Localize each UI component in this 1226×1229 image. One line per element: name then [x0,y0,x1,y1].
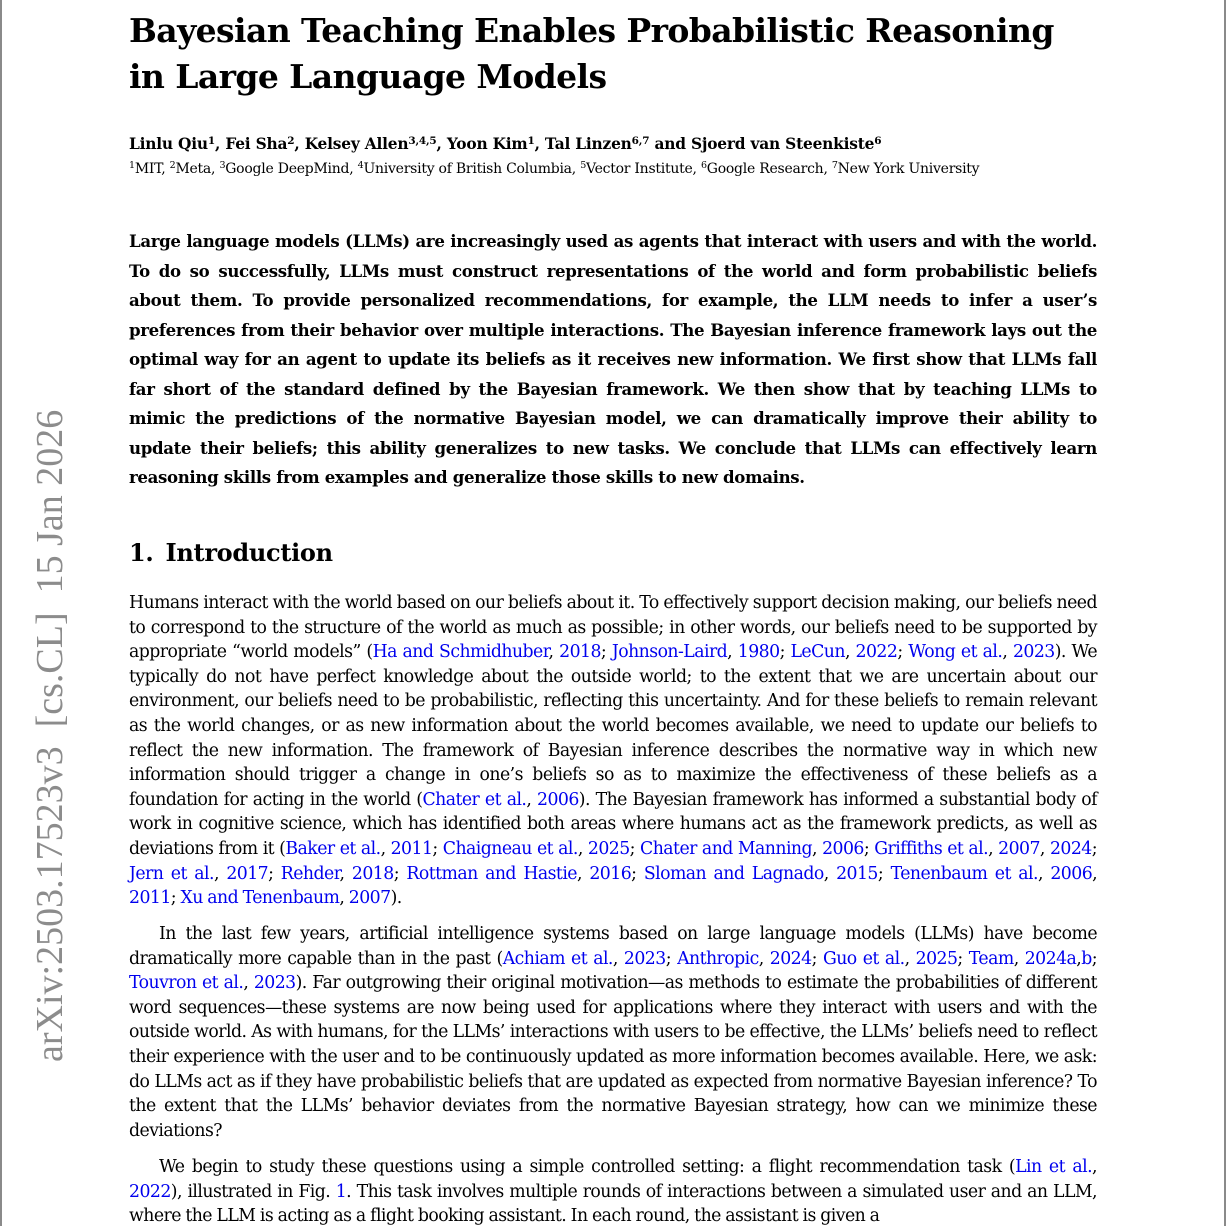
affiliation-number: 5 [580,160,586,172]
affiliation-name: MIT [134,161,162,177]
author-name: Yoon Kim [446,135,528,153]
paragraph-text: ; [600,642,612,663]
intro-paragraph-2 [129,922,1097,1143]
paragraph-text: ; [811,948,823,969]
author-separator: and [649,135,691,153]
citation-link[interactable]: 2024a [1024,948,1077,969]
citation-link[interactable]: Johnson-Laird [611,642,728,663]
paragraph-text: , [1037,863,1051,884]
paragraph-text: , [339,888,349,909]
affiliation-name: Vector Institute [586,161,693,177]
citation-link[interactable]: 2016 [589,863,632,884]
citation-link[interactable]: Rehder [280,863,340,884]
paragraph-text: ), illustrated in Fig. [170,1181,336,1202]
paragraph-text: , [844,642,856,663]
author-separator: , [215,135,226,153]
page-border-left [0,0,2,1226]
author-affiliation-mark: 6 [874,134,882,147]
paragraph-text: , [988,838,999,859]
paragraph-text: ). [390,888,402,909]
paragraph-text: , [823,863,837,884]
paragraph-text: ; [863,838,875,859]
citation-link[interactable]: Sloman and Lagnado [643,863,824,884]
section-title: Introduction [165,538,333,567]
citation-link[interactable]: 2022 [855,642,898,663]
arxiv-identifier-stamp: arXiv:2503.17523v3 [cs.CL] 15 Jan 2026 [29,409,71,1062]
paragraph-text: We begin to study these questions using a simple controlled setting: a flight recommendation task ( [159,1157,1016,1177]
citation-link[interactable]: 2023 [1012,642,1055,663]
citation-link[interactable]: Lin et al. [1015,1157,1093,1177]
author-separator: , [534,135,545,153]
citation-link[interactable]: LeCun [790,642,845,663]
citation-link[interactable]: 2023 [623,948,666,969]
citation-link[interactable]: Chaigneau et al. [442,838,578,859]
section-number: 1. [129,538,154,567]
author-affiliation-mark: 1 [207,134,215,147]
paragraph-text: ; [631,863,644,884]
citation-link[interactable]: Ha and Schmidhuber [372,642,549,663]
paragraph-text: ; [170,888,181,909]
citation-link[interactable]: Griffiths et al. [874,838,989,859]
affiliation-list [129,158,1097,180]
paragraph-text: , [727,642,738,663]
affiliation-separator: , [571,161,581,177]
affiliation-number: 1 [129,160,135,172]
author-affiliation-mark: 6,7 [631,134,650,147]
author-name: Fei Sha [225,135,288,153]
citation-link[interactable]: 2006 [822,838,864,859]
affiliation-name: Google DeepMind [225,161,350,177]
citation-link[interactable]: Guo et al. [822,948,905,969]
citation-link[interactable]: 2025 [915,948,958,969]
citation-link[interactable]: Wong et al. [908,642,1003,663]
paragraph-text: ; [665,948,678,969]
paragraph-text: , [380,838,391,859]
paragraph-text: Humans interact with the world based on our beliefs about it. To effectively support decision making, our beliefs need to correspond to the structure of the world as much as possible; in other words, our beliefs need to be supported by appropriate “world models” ( [129,593,1097,663]
citation-link[interactable]: 2007 [998,838,1040,859]
author-list [129,133,1097,155]
author-affiliation-mark: 2 [287,134,295,147]
citation-link[interactable]: 1 [335,1181,347,1202]
citation-link[interactable]: Chater and Manning [640,838,813,859]
author-name: Sjoerd van Steenkiste [690,135,875,153]
affiliation-name: University of British Columbia [363,161,572,177]
paragraph-text: , [1002,642,1013,663]
affiliation-name: New York University [837,161,980,177]
author-separator: , [436,135,447,153]
intro-paragraph-3 [129,1155,1097,1229]
affiliation-number: 3 [219,160,226,172]
citation-link[interactable]: Tenenbaum et al. [890,863,1038,884]
abstract: Large language models (LLMs) are increasingly used as agents that interact with users and with the world. To do so successfully, LLMs must construct representations of the world and form probabilistic beliefs about them. To provide personalized recommendations, for example, the LLM needs to infer a user’s preferences from their behavior over multiple interactions. The Bayesian inference framework lays out the optimal way for an agent to update its beliefs as it receives new information. We first show that LLMs fall far short of the standard defined by the Bayesian framework. We then show that by teaching LLMs to mimic the predictions of the normative Bayesian model, we can dramatically improve their ability to update their beliefs; this ability generalizes to new tasks. We conclude that LLMs can effectively learn reasoning skills from examples and generalize those skills to new domains. [129,231,1097,487]
affiliation-number: 6 [700,160,707,172]
author-affiliation-mark: 3,4,5 [408,134,437,147]
paragraph-text: , [243,973,254,994]
paragraph-text: ; [779,642,791,663]
paragraph-text: , [548,642,560,663]
citation-link[interactable]: Team [968,948,1014,969]
paragraph-text: , [1039,838,1050,859]
citation-link[interactable]: Xu and Tenenbaum [180,888,340,909]
paragraph-text: . This task involves multiple rounds of interactions between a simulated user and an LLM, where the LLM is acting as a flight booking assistant. In each round, the assistant is given a [129,1181,1097,1227]
citation-link[interactable]: Anthropic [677,948,759,969]
paragraph-text: ; [877,863,891,884]
affiliation-separator: , [161,161,170,177]
paragraph-text: , [1092,1157,1097,1177]
citation-link[interactable]: Touvron et al. [129,973,244,994]
paragraph-text: , [577,838,588,859]
citation-link[interactable]: 2006 [1050,863,1093,884]
paragraph-text: ; [629,838,641,859]
citation-link[interactable]: 2011 [390,838,433,859]
citation-link[interactable]: 2017 [226,863,269,884]
citation-link[interactable]: 2024 [1049,838,1092,859]
citation-link[interactable]: 2024 [769,948,812,969]
citation-link[interactable]: 2022 [129,1181,171,1202]
paragraph-text: ). The Bayesian framework has informed a substantial body of work in cognitive science, which has identified both areas where humans act as the framework predicts, as well as deviations from it ( [129,789,1097,859]
paragraph-text: , [213,863,227,884]
citation-link[interactable]: b [1081,948,1092,969]
paragraph-text: , [904,948,916,969]
paragraph-text: , [339,863,352,884]
author-affiliation-mark: 1 [527,134,535,147]
paragraph-text: In the last few years, artificial intelligence systems based on large language models (LLMs) have become dramatically more capable than in the past ( [129,924,1097,969]
paragraph-text: , [612,948,624,969]
paragraph-text: ; [957,948,969,969]
citation-link[interactable]: Baker et al. [285,838,381,859]
citation-link[interactable]: Rottman and Hastie [406,863,577,884]
affiliation-number: 7 [831,160,838,172]
affiliation-separator: , [349,161,358,177]
paragraph-text: , [576,863,590,884]
citation-link[interactable]: 2025 [587,838,630,859]
author-separator: , [294,135,305,153]
paragraph-text: , [1076,948,1082,969]
author-name: Linlu Qiu [129,135,208,153]
affiliation-number: 4 [357,160,364,172]
author-name: Kelsey Allen [304,135,409,153]
paper-title: Bayesian Teaching Enables Probabilistic Reasoning in Large Language Models [129,11,1054,96]
citation-link[interactable]: Achiam et al. [502,948,613,969]
affiliation-separator: , [823,161,832,177]
paragraph-text: , [526,789,537,810]
citation-link[interactable]: 2023 [253,973,296,994]
affiliation-number: 2 [169,160,176,172]
intro-paragraph-1 [129,591,1097,911]
paragraph-text: , [758,948,770,969]
paragraph-text: ; [268,863,281,884]
affiliation-name: Google Research [706,161,824,177]
paragraph-text: ; [897,642,909,663]
citation-link[interactable]: 2006 [537,789,579,810]
citation-link[interactable]: Chater et al. [422,789,527,810]
paragraph-text: , [812,838,823,859]
citation-link[interactable]: 2011 [129,888,171,909]
citation-link[interactable]: 2018 [351,863,394,884]
citation-link[interactable]: 2007 [348,888,391,909]
paragraph-text: ; [393,863,407,884]
paragraph-text: ; [432,838,443,859]
author-name: Tal Linzen [544,135,632,153]
paragraph-text: ). We typically do not have perfect knowledge about the outside world; to the extent that we are uncertain about our environment, our beliefs need to be probabilistic, reflecting this uncertainty. And for these beliefs to remain relevant as the world changes, or as new information about the world becomes available, we need to update our beliefs to reflect the new information. The framework of Bayesian inference describes the normative way in which new information should trigger a change in one’s beliefs so as to maximize the effectiveness of these beliefs as a foundation for acting in the world ( [129,642,1097,810]
citation-link[interactable]: Jern et al. [129,863,214,884]
paragraph-text: ; [1091,948,1098,969]
citation-link[interactable]: 2018 [559,642,601,663]
affiliation-separator: , [692,161,701,177]
paragraph-text: , [1013,948,1025,969]
affiliation-separator: , [211,161,220,177]
affiliation-name: Meta [175,161,212,177]
paragraph-text: , [1092,863,1098,884]
citation-link[interactable]: 2015 [836,863,878,884]
paragraph-text: ). Far outgrowing their original motivation—as methods to estimate the probabilities of different word sequences—these systems are now being used for applications where they interact with users and with the outside world. As with humans, for the LLMs’ interactions with users to be effective, the LLMs’ beliefs need to reflect their experience with the user and to be continuously updated as more information becomes available. Here, we ask: do LLMs act as if they have probabilistic beliefs that are updated as expected from normative Bayesian inference? To the extent that the LLMs’ behavior deviates from the normative Bayesian strategy, how can we minimize these deviations? [129,973,1097,1141]
section-heading-introduction [129,535,1097,571]
paragraph-text: ; [1091,838,1098,859]
citation-link[interactable]: 1980 [737,642,780,663]
